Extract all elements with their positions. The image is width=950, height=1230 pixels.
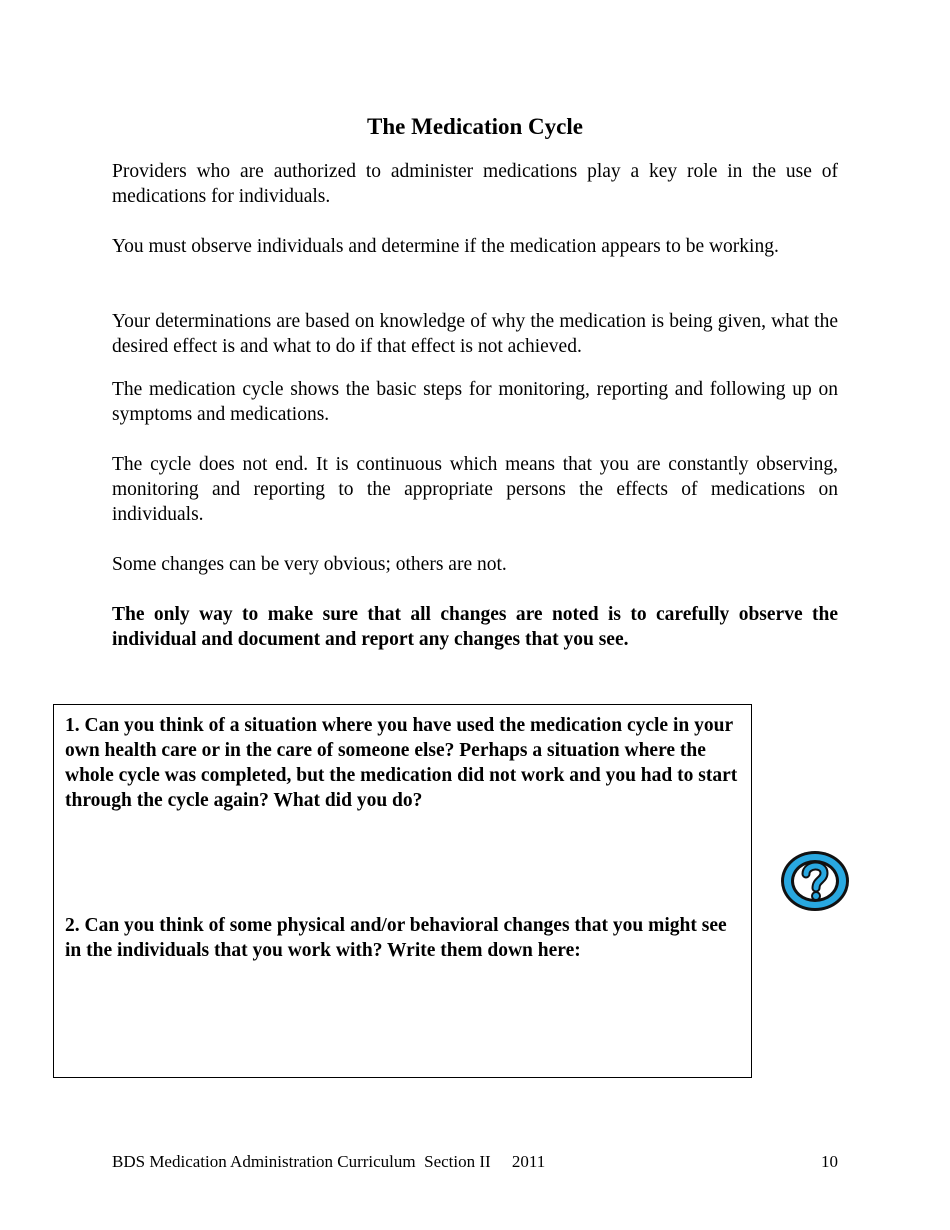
paragraph-determinations: Your determinations are based on knowledge of why the medication is being given, what the desired effect is and what to do if that effect is not achieved. (112, 311, 838, 357)
footer-page-number: 10 (821, 1152, 838, 1171)
page-title: The Medication Cycle (367, 114, 583, 139)
question-2: 2. Can you think of some physical and/or behavioral changes that you might see in the individuals that you work with? Write them down here: (65, 915, 727, 961)
paragraph-cycle-steps: The medication cycle shows the basic steps for monitoring, reporting and following up on symptoms and medications. (112, 379, 838, 425)
paragraph-authorized-providers: Providers who are authorized to administer medications play a key role in the use of medications for individuals. (112, 161, 838, 207)
footer-curriculum-label: BDS Medication Administration Curriculum Section II 2011 (112, 1152, 546, 1171)
question-box (53, 704, 752, 1078)
paragraph-cycle-continuous: The cycle does not end. It is continuous which means that you are constantly observing, monitoring and reporting to the appropriate persons the effects of medications on individuals. (112, 454, 838, 525)
paragraph-emphasis: The only way to make sure that all changes are noted is to carefully observe the individual and document and report any changes that you see. (112, 604, 838, 650)
question-1: 1. Can you think of a situation where you have used the medication cycle in your own health care or in the care of someone else? Perhaps a situation where the whole cycle was completed, but the medication did not work and you had to start through the cycle again? What did you do? (65, 715, 738, 811)
question-mark-icon (778, 848, 852, 914)
paragraph-observe-individuals: You must observe individuals and determine if the medication appears to be working. (112, 236, 779, 257)
paragraph-obvious-changes: Some changes can be very obvious; others are not. (112, 554, 507, 575)
